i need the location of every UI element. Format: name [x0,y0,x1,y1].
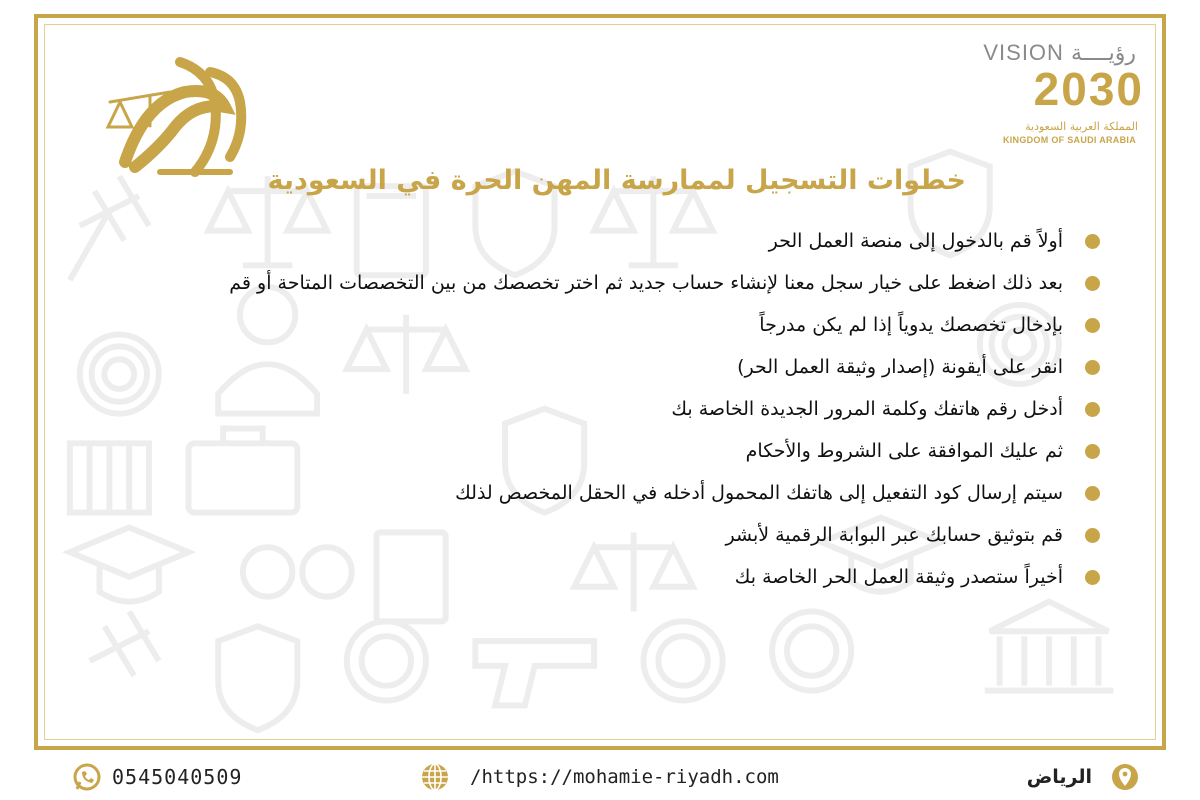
step-item [735,566,1100,588]
step-item [759,314,1100,336]
vision-year: 2030 [1033,63,1144,115]
footer-phone[interactable] [72,762,242,792]
bullet-icon [1085,276,1100,291]
footer-website[interactable] [420,762,779,792]
step-item [726,524,1100,546]
location-pin-icon [1110,762,1140,792]
vision-arabic-country: المملكة العربية السعودية [1025,120,1138,133]
page-title: خطوات التسجيل لممارسة المهن الحرة في السعودية [267,165,966,196]
poster-frame [34,14,1166,750]
gun-icon [475,641,594,705]
fingerprint-icon [772,611,851,690]
fingerprint-icon [80,335,159,414]
step-text: بإدخال تخصصك يدوياً إذا لم يكن مدرجاً [759,314,1063,336]
step-item [737,356,1100,378]
step-item [671,398,1100,420]
step-item [455,482,1100,504]
step-text: أخيراً ستصدر وثيقة العمل الحر الخاصة بك [734,566,1063,588]
bullet-icon [1085,402,1100,417]
scales-icon [574,532,693,611]
book-icon [376,532,445,621]
bullet-icon [1085,570,1100,585]
footer-location [1027,762,1140,792]
bullet-icon [1085,360,1100,375]
step-text: انقر على أيقونة (إصدار وثيقة العمل الحر) [737,356,1063,378]
step-text: سيتم إرسال كود التفعيل إلى هاتفك المحمول أدخله في الحقل المخصص لذلك [455,482,1063,504]
scales-icon [347,315,466,394]
step-text: أدخل رقم هاتفك وكلمة المرور الجديدة الخاصة بك [671,398,1063,420]
step-text: أولاً قم بالدخول إلى منصة العمل الحر [768,230,1063,252]
vision-top-text: VISION رؤيــــة [983,40,1136,65]
gavel-icon [90,611,159,675]
bullet-icon [1085,318,1100,333]
courthouse-icon [985,602,1114,691]
book-icon [357,186,426,275]
calligraphy-scales-logo [90,42,260,192]
bullet-icon [1085,528,1100,543]
badge-icon [218,626,297,730]
step-text: قم بتوثيق حسابك عبر البوابة الرقمية لأبشر [725,524,1063,546]
step-text: ثم عليك الموافقة على الشروط والأحكام [745,440,1063,462]
whatsapp-icon [72,762,102,792]
bullet-icon [1085,444,1100,459]
step-item [769,230,1100,252]
step-item [746,440,1100,462]
handcuffs-icon [243,547,352,596]
graduation-cap-icon [70,527,189,601]
phone-number: 0545040509 [112,765,243,789]
vision-english-country: KINGDOM OF SAUDI ARABIA [1002,135,1136,145]
fingerprint-icon [644,621,723,700]
person-icon [218,287,317,414]
prison-bars-icon [70,443,149,512]
bullet-icon [1085,486,1100,501]
bullet-icon [1085,234,1100,249]
step-text: بعد ذلك اضغط على خيار سجل معنا لإنشاء حساب جديد ثم اختر تخصصك من بين التخصصات المتاحة أو قم [229,272,1063,294]
location-text: الرياض [1026,766,1092,788]
step-item [229,272,1100,294]
fingerprint-icon [347,621,426,700]
website-url: /https://mohamie-riyadh.com [470,766,779,788]
vision-2030-logo [974,40,1144,145]
footer [0,752,1200,800]
globe-icon [420,762,450,792]
briefcase-icon [189,428,298,512]
